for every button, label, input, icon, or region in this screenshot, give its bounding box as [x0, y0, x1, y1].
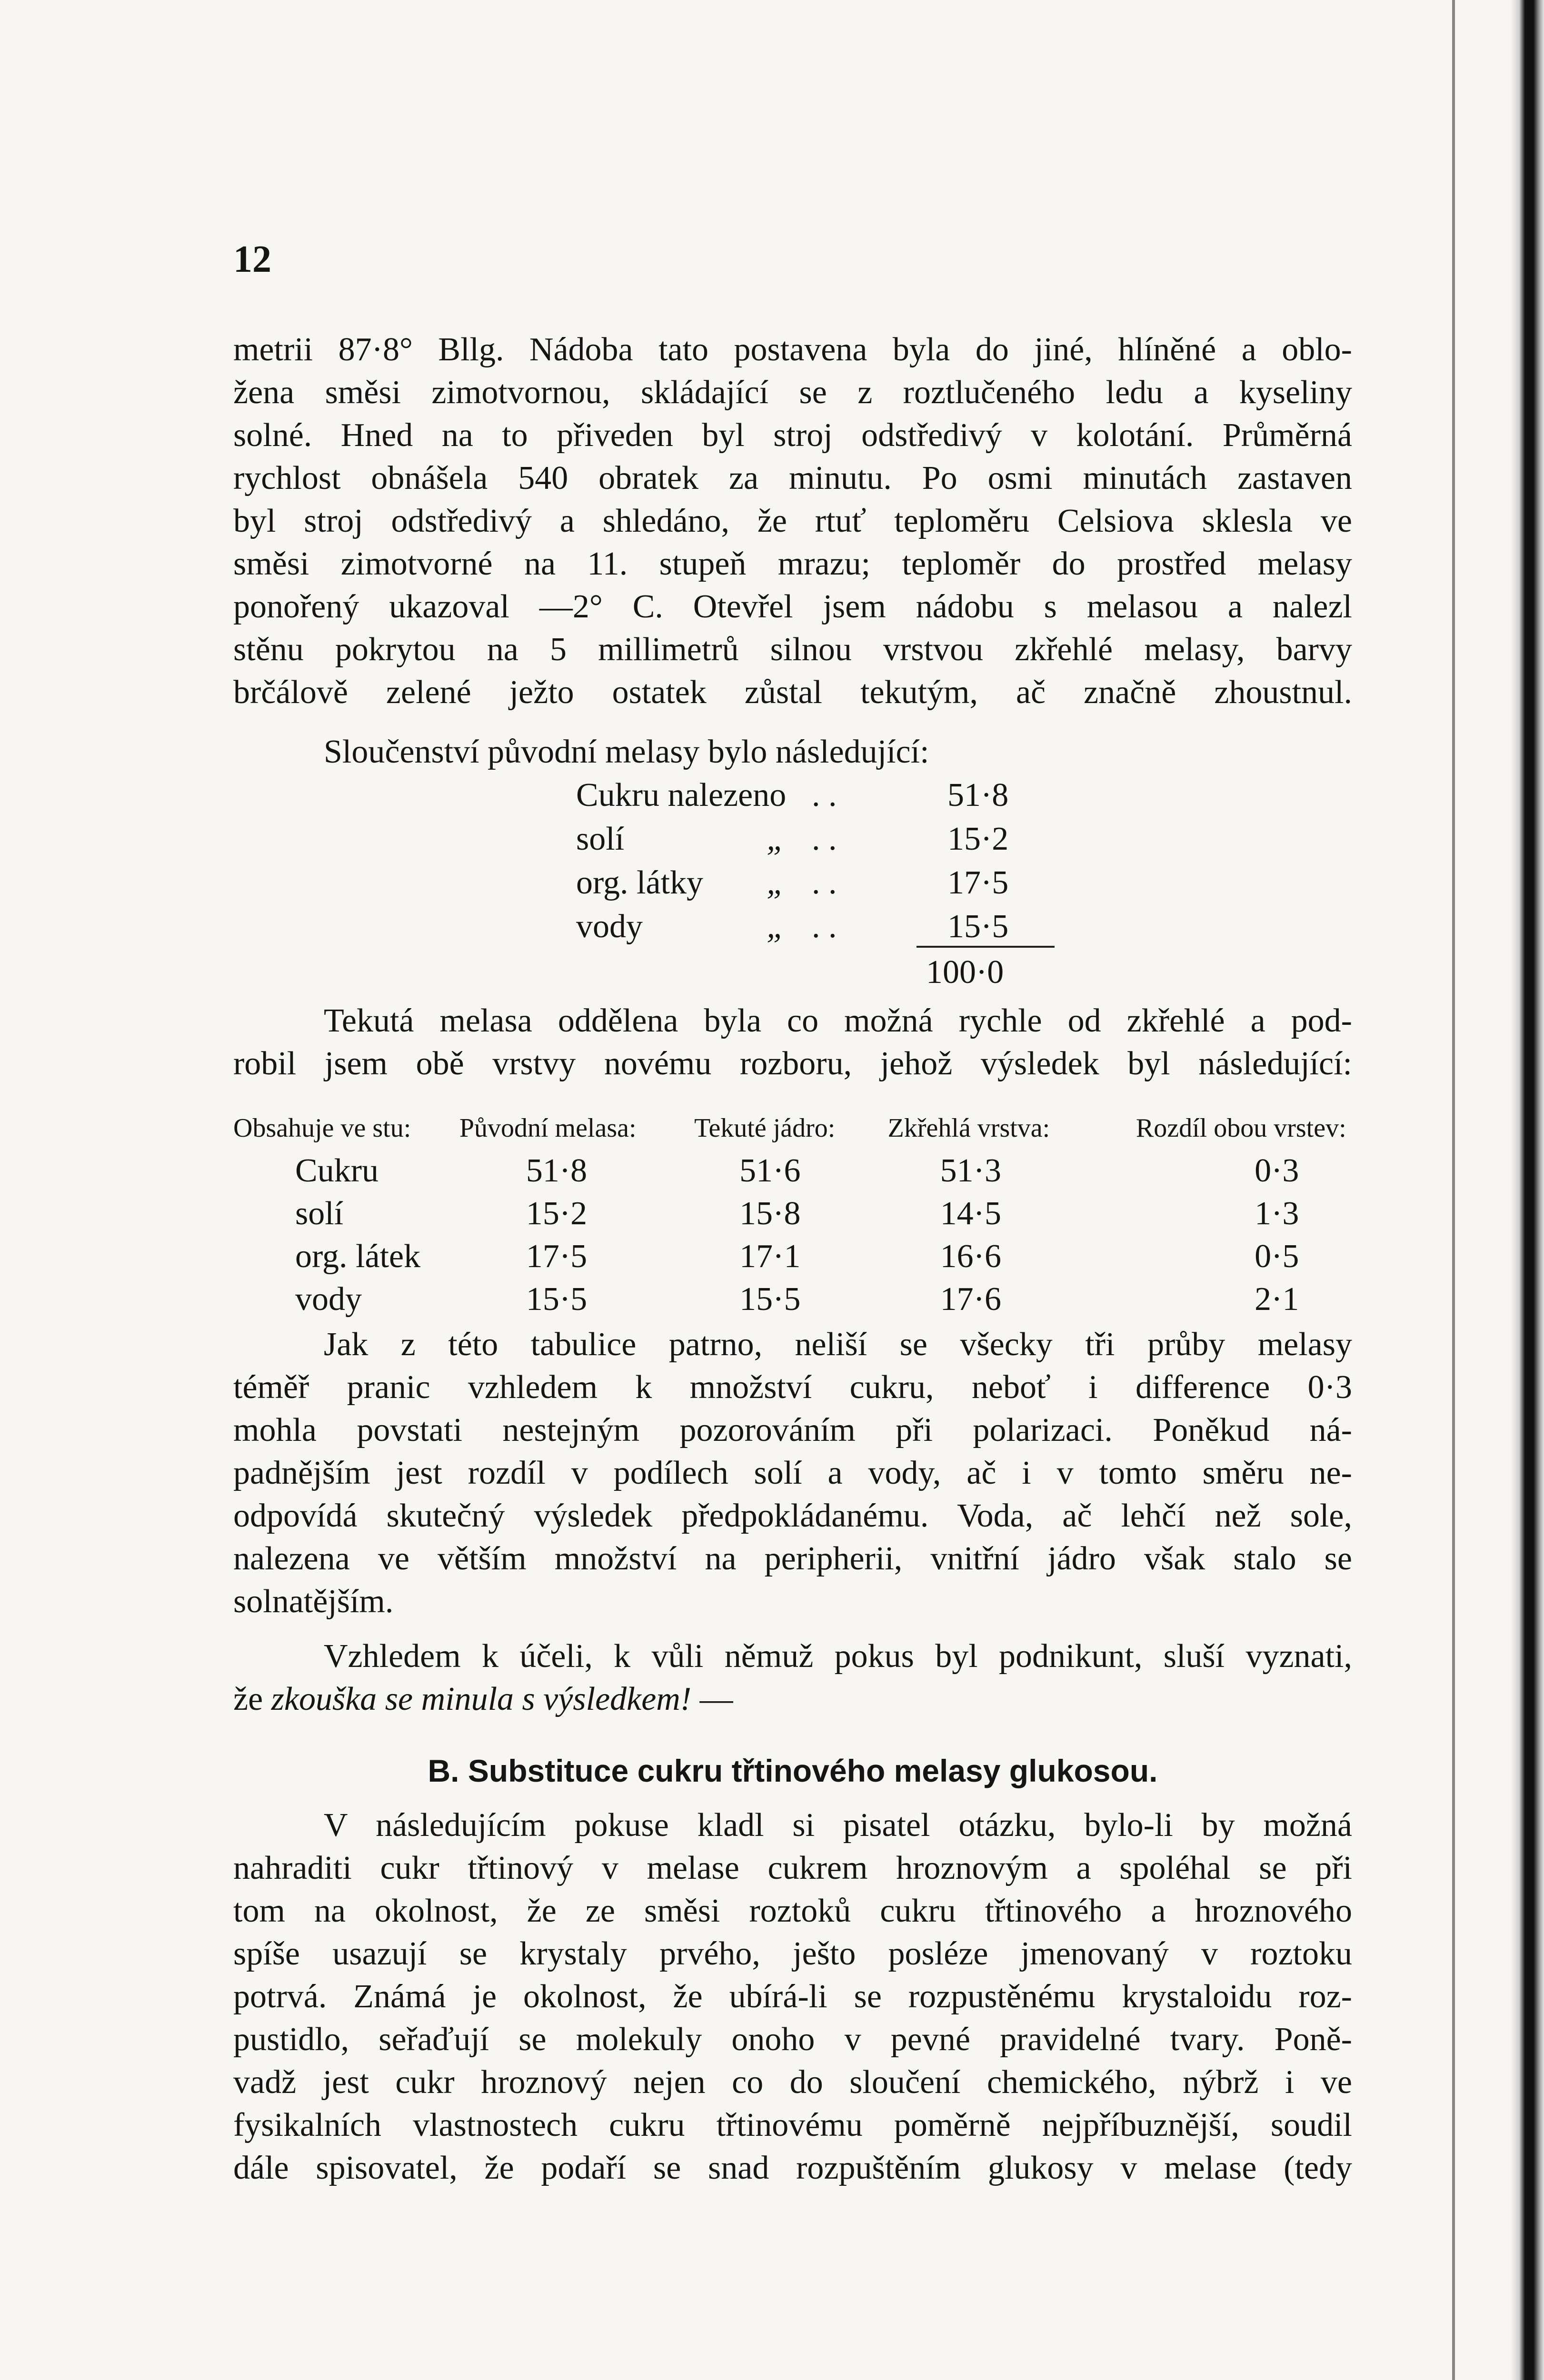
ditto-mark: „ — [767, 864, 785, 901]
composition-value: 15·5 — [947, 908, 1009, 945]
text-line: směsi zimotvorné na 11. stupeň mrazu; teploměr do prostřed melasy — [233, 545, 1352, 582]
text-line: odpovídá skutečný výsledek předpokládanému. Voda, ač lehčí než sole, — [233, 1497, 1352, 1534]
text-line: fysikalních vlastnostech cukru třtinovému poměrně nejpříbuznější, soudil — [233, 2107, 1352, 2143]
composition-label: solí — [576, 821, 625, 857]
leader-dots: . . — [812, 777, 837, 813]
table-cell: org. látek — [295, 1238, 421, 1275]
table-cell: 51·3 — [940, 1152, 1001, 1189]
leader-dots: . . — [812, 821, 837, 857]
table-row — [233, 1235, 1366, 1278]
table-cell: 1·3 — [1255, 1195, 1299, 1232]
text-fragment: že — [233, 1681, 271, 1717]
text-line: Vzhledem k účeli, k vůli němuž pokus byl podnikunt, sluší vyznati, — [324, 1638, 1352, 1675]
text-line: byl stroj odstředivý a shledáno, že rtuť teploměru Celsiova sklesla ve — [233, 503, 1352, 539]
text-line: metrii 87·8° Bllg. Nádoba tato postavena byla do jiné, hlíněné a oblo- — [233, 331, 1352, 368]
scan-edge — [1511, 0, 1544, 2380]
table-cell: solí — [295, 1195, 344, 1232]
results-table — [233, 1107, 1366, 1321]
scan-fold-line — [1452, 0, 1455, 2380]
text-line: ponořený ukazoval —2° C. Otevřel jsem nádobu s melasou a nalezl — [233, 588, 1352, 625]
column-header: Rozdíl obou vrstev: — [1136, 1113, 1346, 1143]
text-line: téměř pranic vzhledem k množství cukru, neboť i difference 0·3 — [233, 1369, 1352, 1406]
table-row — [233, 1192, 1366, 1235]
leader-dots: . . — [812, 908, 837, 945]
emphasized-text: zkouška se minula s výsledkem! — [271, 1681, 692, 1717]
table-cell: 2·1 — [1255, 1281, 1299, 1318]
text-line: solnatějším. — [233, 1583, 394, 1620]
text-fragment: — — [691, 1681, 733, 1717]
column-header: Zkřehlá vrstva: — [887, 1113, 1050, 1143]
composition-value: 51·8 — [947, 777, 1009, 813]
table-row — [233, 1150, 1366, 1192]
composition-total: 100·0 — [926, 954, 1004, 991]
text-line: spíše usazují se krystaly prvého, ješto posléze jmenovaný v roztoku — [233, 1935, 1352, 1972]
composition-row — [576, 861, 1057, 905]
paragraph-2 — [233, 1000, 1352, 1085]
text-line: robil jsem obě vrstvy novému rozboru, jehož výsledek byl následující: — [233, 1045, 1352, 1082]
section-heading: B. Substituce cukru třtinového melasy glukosou. — [428, 1753, 1158, 1788]
composition-value: 15·2 — [947, 821, 1009, 857]
table-cell: 15·8 — [739, 1195, 801, 1232]
column-header: Obsahuje ve stu: — [233, 1113, 411, 1143]
table-cell: 15·5 — [739, 1281, 801, 1318]
table-row — [233, 1278, 1366, 1321]
composition-row — [576, 817, 1057, 861]
text-line: mohla povstati nestejným pozorováním při polarizaci. Poněkud ná- — [233, 1412, 1352, 1448]
text-line: tom na okolnost, že ze směsi roztoků cukru třtinového a hroznového — [233, 1893, 1352, 1929]
composition-label: Cukru nalezeno — [576, 777, 787, 813]
table-cell: 0·5 — [1255, 1238, 1299, 1275]
text-line: vadž jest cukr hroznový nejen co do sloučení chemického, nýbrž i ve — [233, 2064, 1352, 2101]
page-number: 12 — [233, 238, 271, 280]
table-cell: 0·3 — [1255, 1152, 1299, 1189]
table-cell: 15·5 — [526, 1281, 588, 1318]
paragraph-5 — [233, 1804, 1352, 2190]
table-cell: 51·8 — [526, 1152, 588, 1189]
column-header: Původní melasa: — [459, 1113, 637, 1143]
table-cell: Cukru — [295, 1152, 379, 1189]
table-cell: 17·5 — [526, 1238, 588, 1275]
composition-value: 17·5 — [947, 864, 1009, 901]
composition-label: org. látky — [576, 864, 704, 901]
composition-label: vody — [576, 908, 643, 945]
composition-intro — [233, 731, 1352, 774]
text-line: nalezena ve větším množství na peripherii, vnitřní jádro však stalo se — [233, 1540, 1352, 1577]
text-line: stěnu pokrytou na 5 millimetrů silnou vrstvou zkřehlé melasy, barvy — [233, 631, 1352, 668]
text-line: solné. Hned na to přiveden byl stroj odstředivý v kolotání. Průměrná — [233, 417, 1352, 454]
text-line: nahraditi cukr třtinový v melase cukrem hroznovým a spoléhal se při — [233, 1850, 1352, 1886]
table-cell: 51·6 — [739, 1152, 801, 1189]
text-line: rychlost obnášela 540 obratek za minutu. Po osmi minutách zastaven — [233, 460, 1352, 496]
text-line: Tekutá melasa oddělena byla co možná rychle od zkřehlé a pod- — [324, 1002, 1352, 1039]
text-line: žena směsi zimotvornou, skládající se z roztlučeného ledu a kyseliny — [233, 374, 1352, 411]
text-line: Jak z této tabulice patrno, neliší se všecky tři průby melasy — [324, 1326, 1352, 1363]
column-header: Tekuté jádro: — [694, 1113, 836, 1143]
composition-row — [576, 905, 1057, 949]
table-cell: 14·5 — [940, 1195, 1001, 1232]
ditto-mark: „ — [767, 821, 785, 857]
composition-row — [576, 774, 1057, 817]
ditto-mark: „ — [767, 908, 785, 945]
table-cell: 17·1 — [739, 1238, 801, 1275]
text-line: potrvá. Známá je okolnost, že ubírá-li se rozpustěnému krystaloidu roz- — [233, 1978, 1352, 2015]
text-line: pustidlo, seřaďují se molekuly onoho v pevné pravidelné tvary. Poně- — [233, 2021, 1352, 2058]
sum-rule — [916, 946, 1055, 948]
leader-dots: . . — [812, 864, 837, 901]
table-cell: 17·6 — [940, 1281, 1001, 1318]
text-line: dále spisovatel, že podaří se snad rozpuštěním glukosy v melase (tedy — [233, 2150, 1352, 2186]
text-line — [233, 1678, 1352, 1721]
paragraph-3 — [233, 1323, 1352, 1623]
table-cell: 15·2 — [526, 1195, 588, 1232]
text-line: padnějším jest rozdíl v podílech solí a vody, ač i v tomto směru ne- — [233, 1455, 1352, 1491]
table-header-row — [233, 1107, 1366, 1150]
text-line: V následujícím pokuse kladl si pisatel otázku, bylo-li by možná — [324, 1807, 1352, 1844]
text-line: Sloučenství původní melasy bylo následující: — [324, 734, 929, 770]
composition-list — [576, 774, 1057, 991]
text-line: brčálově zelené ježto ostatek zůstal tekutým, ač značně zhoustnul. — [233, 674, 1352, 711]
table-cell: 16·6 — [940, 1238, 1001, 1275]
paragraph-1 — [233, 328, 1352, 714]
paragraph-4 — [233, 1635, 1352, 1721]
table-cell: vody — [295, 1281, 362, 1318]
